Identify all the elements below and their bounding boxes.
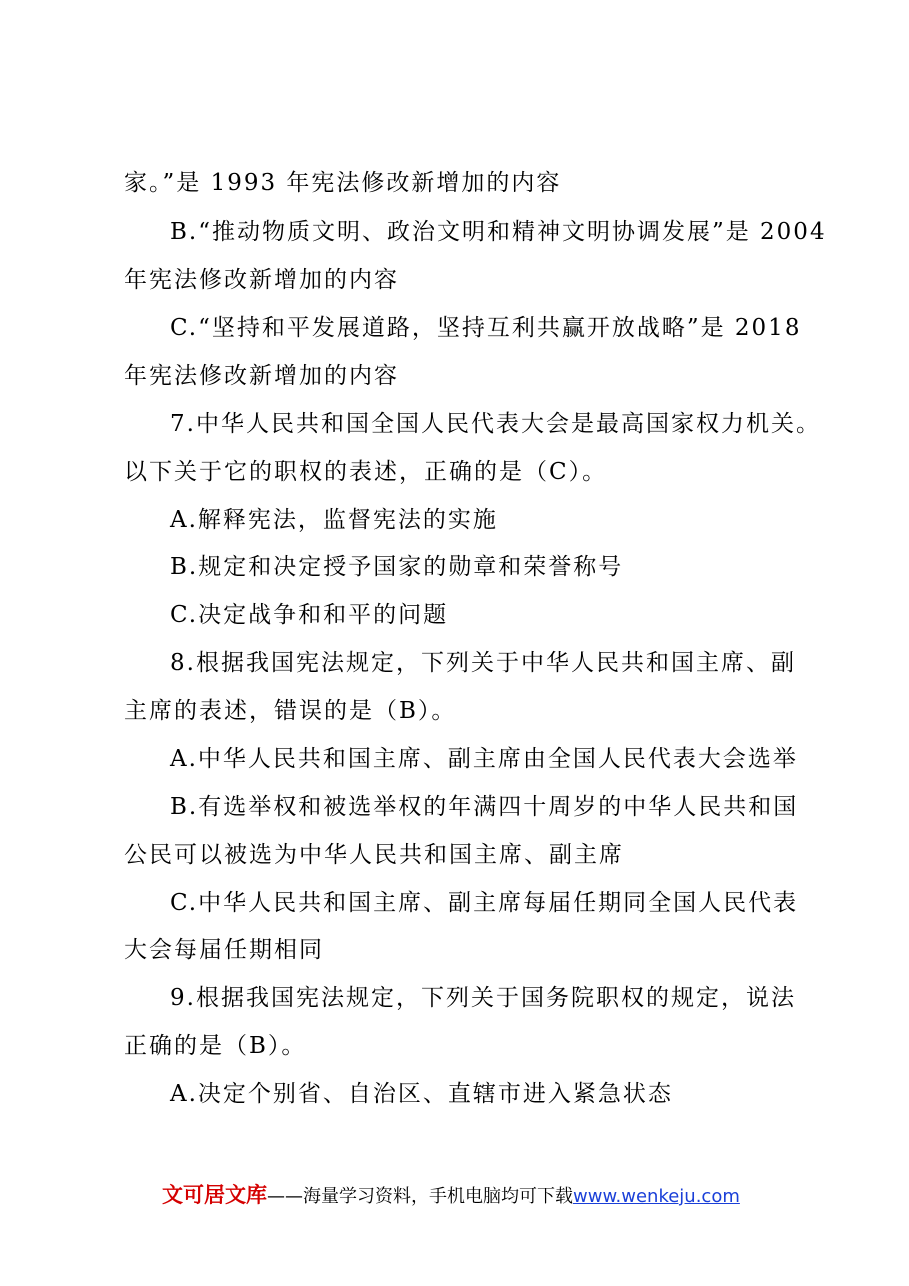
text-line: 公民可以被选为中华人民共和国主席、副主席 (124, 842, 624, 868)
site-link[interactable]: www.wenkeju.com (573, 1186, 740, 1207)
option-b: B.规定和决定授予国家的勋章和荣誉称号 (170, 554, 624, 580)
question-7-line: 以下关于它的职权的表述，正确的是（C）。 (124, 459, 608, 485)
question-8-line: 主席的表述，错误的是（B）。 (124, 698, 457, 724)
question-9-line: 9.根据我国宪法规定，下列关于国务院职权的规定，说法 (170, 985, 796, 1011)
footer (162, 1180, 740, 1212)
text-line: 年宪法修改新增加的内容 (124, 267, 399, 293)
brand-name: 文可居文库 (162, 1183, 267, 1207)
question-9-line: 正确的是（B）。 (124, 1033, 307, 1059)
text-line: 大会每届任期相同 (124, 937, 324, 963)
option-c: C.中华人民共和国主席、副主席每届任期同全国人民代表 (170, 890, 799, 916)
footer-tagline: ——海量学习资料，手机电脑均可下载 (267, 1186, 573, 1207)
option-a: A.中华人民共和国主席、副主席由全国人民代表大会选举 (170, 746, 798, 772)
text-line: C.“坚持和平发展道路，坚持互利共赢开放战略”是 2018 (170, 315, 802, 341)
text-line: 家。”是 1993 年宪法修改新增加的内容 (124, 170, 562, 196)
option-c: C.决定战争和和平的问题 (170, 602, 449, 628)
question-7-line: 7.中华人民共和国全国人民代表大会是最高国家权力机关。 (170, 411, 821, 437)
option-b: B.有选举权和被选举权的年满四十周岁的中华人民共和国 (170, 794, 799, 820)
text-line: 年宪法修改新增加的内容 (124, 363, 399, 389)
question-8-line: 8.根据我国宪法规定，下列关于中华人民共和国主席、副 (170, 650, 796, 676)
option-a: A.决定个别省、自治区、直辖市进入紧急状态 (170, 1081, 673, 1107)
option-a: A.解释宪法，监督宪法的实施 (170, 507, 498, 533)
text-line: B.“推动物质文明、政治文明和精神文明协调发展”是 2004 (170, 219, 827, 245)
